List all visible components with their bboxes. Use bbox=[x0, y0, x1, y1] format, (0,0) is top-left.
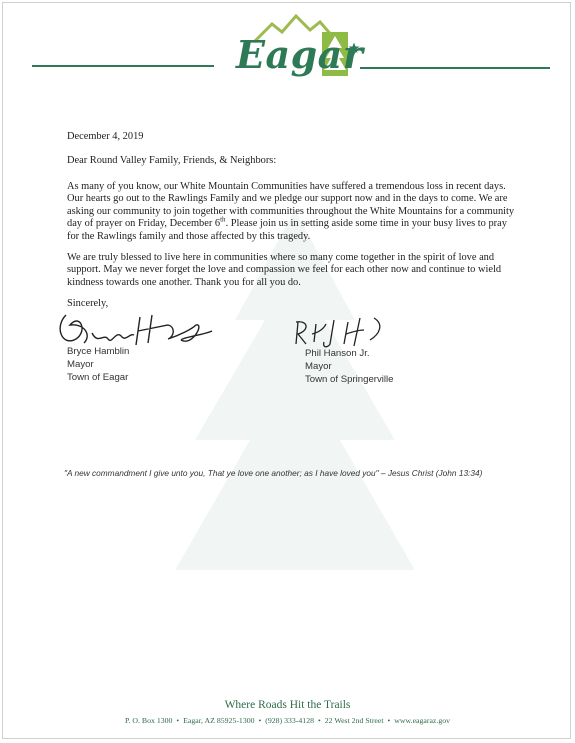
paragraph-1-text: As many of you know, our White Mountain Communities have suffered a tremendous loss in recent days. Our hearts go out to the Rawlings Family and we pledge our support now and in the days to come. We are asking our community to join together with communities throughout the White Mountains for a community day of prayer on Friday, December 6 bbox=[67, 181, 515, 230]
scripture-quote: "A new commandment I give unto you, That ye love one another; as I have loved you" – Jesus Christ (John 13:34) bbox=[64, 468, 483, 478]
footer-phone: (928) 333-4128 bbox=[265, 716, 314, 725]
signer-name: Phil Hanson Jr. bbox=[305, 348, 370, 359]
footer-separator: • bbox=[258, 716, 262, 725]
letter-paragraph-2: We are truly blessed to live here in communities where so many come together in the spirit of love and support. May we never forget the love and compassion we feel for each other now and continue to wield kindness towards one another. Thank you for all you do. bbox=[67, 252, 502, 288]
signer-title: Mayor bbox=[67, 359, 94, 370]
signer-organization: Town of Eagar bbox=[67, 372, 129, 383]
paragraph-1-text-end: . Please join us in setting aside some time in your busy lives to pray for the Rawlings family and those affected by this tragedy. bbox=[67, 218, 507, 242]
footer-website[interactable]: www.eagaraz.gov bbox=[394, 716, 451, 725]
letter-salutation: Dear Round Valley Family, Friends, & Neighbors: bbox=[67, 155, 277, 166]
signer-title: Mayor bbox=[305, 361, 332, 372]
signature-block-eagar bbox=[67, 345, 129, 384]
signature-block-springerville bbox=[305, 347, 394, 386]
footer-separator: • bbox=[318, 716, 321, 725]
signer-organization: Town of Springerville bbox=[305, 374, 394, 385]
letter-paragraph-1 bbox=[67, 181, 517, 243]
footer-city: Eagar, AZ 85925-1300 bbox=[183, 716, 255, 725]
footer-separator: • bbox=[387, 716, 391, 725]
footer-tagline: Where Roads Hit the Trails bbox=[224, 699, 351, 711]
header-rule-left bbox=[32, 65, 214, 67]
footer-contact-line bbox=[0, 716, 575, 725]
letter-date: December 4, 2019 bbox=[67, 131, 144, 142]
signer-name: Bryce Hamblin bbox=[67, 346, 130, 357]
header-rule-right bbox=[360, 67, 550, 69]
ordinal-suffix: th bbox=[220, 215, 226, 224]
letter-closing: Sincerely, bbox=[67, 298, 109, 309]
eagar-logo bbox=[214, 14, 364, 86]
logo-wordmark: Eagar bbox=[236, 32, 364, 77]
footer-po-box: P. O. Box 1300 bbox=[124, 716, 173, 725]
footer-separator: • bbox=[176, 716, 180, 725]
footer-street: 22 West 2nd Street bbox=[324, 716, 384, 725]
